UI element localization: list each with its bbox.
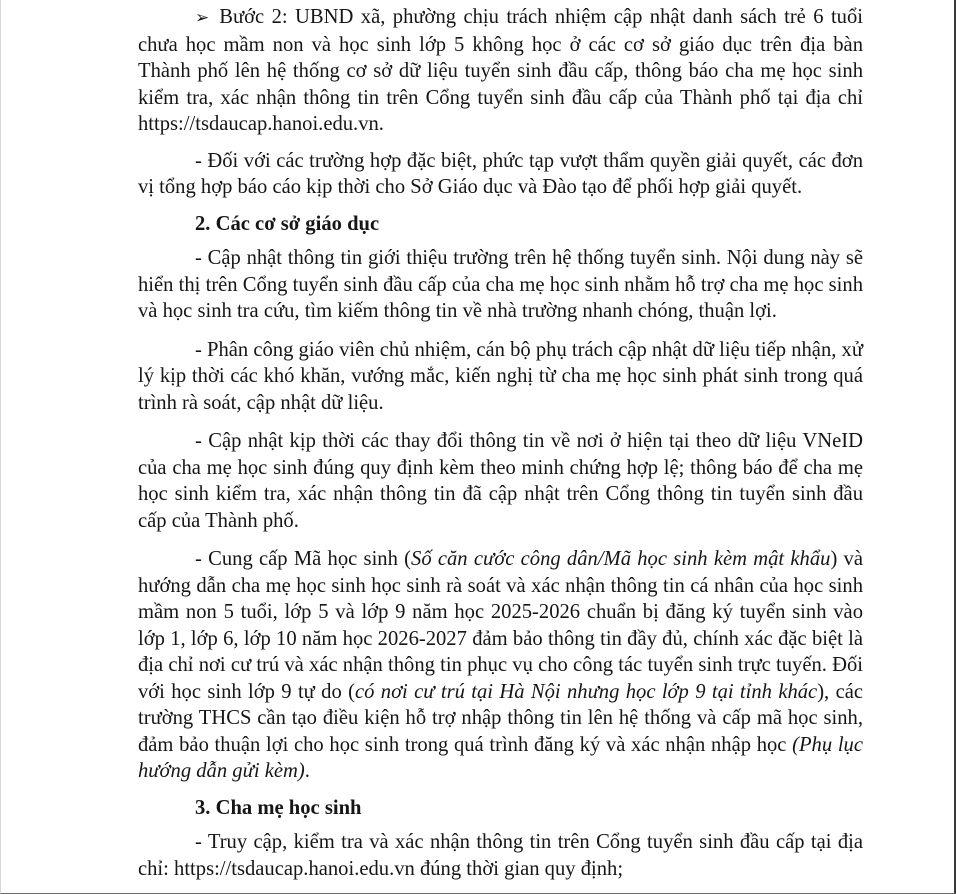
p4-italic-appendix-note: (Phụ lục hướng dẫn gửi kèm) [138,733,863,782]
step-2-text: Bước 2: UBND xã, phường chịu trách nhiệm cập nhật danh sách trẻ 6 tuổi chưa học mầm non và học sinh lớp 5 không học ở các cơ sở giáo dục trên địa bàn Thành phố lên hệ thống cơ sở dữ liệu tuyển sinh đầu cấp, thông báo cha mẹ học sinh kiểm tra, xác nhận thông tin trên Cổng tuyển sinh đầu cấp của Thành phố tại địa chỉ https://tsdaucap.hanoi.edu.vn. [138,6,863,135]
section-3-paragraph-1: - Truy cập, kiểm tra và xác nhận thông tin trên Cổng tuyển sinh đầu cấp tại địa chỉ: https://tsdaucap.hanoi.edu.vn đúng thời gian quy định; [138,831,863,880]
section-2-paragraph-4 [138,546,863,785]
special-cases-paragraph: - Đối với các trường hợp đặc biệt, phức tạp vượt thẩm quyền giải quyết, các đơn vị tổng hợp báo cáo kịp thời cho Sở Giáo dục và Đào tạo để phối hợp giải quyết. [138,149,863,198]
p4-text-2: ) và hướng dẫn cha mẹ học sinh học sinh rà soát và xác nhận thông tin cá nhân của học sinh mầm non 5 tuổi, lớp 5 và lớp 9 năm học 2025-2026 chuẩn bị đăng ký tuyển sinh vào lớp 1, lớp 6, lớp 10 năm học 2026-2027 đảm bảo thông tin đầy đủ, chính xác đặc biệt là địa chỉ nơi cư trú và xác nhận thông tin phục vụ cho công tác tuyển sinh trực tuyến. Đối với học sinh lớp 9 tự do ( [138,548,863,703]
section-2-paragraph-2: - Phân công giáo viên chủ nhiệm, cán bộ phụ trách cập nhật dữ liệu tiếp nhận, xử lý kịp thời các khó khăn, vướng mắc, kiến nghị từ cha mẹ học sinh phát sinh trong quá trình rà soát, cập nhật dữ liệu. [138,338,863,414]
p4-text-4: . [304,760,310,782]
p4-text-1: - Cung cấp Mã học sinh ( [195,548,412,570]
p4-italic-id-note: Số căn cước công dân/Mã học sinh kèm mật khẩu [411,548,831,570]
p4-text-3: ), các trường THCS cần tạo điều kiện hỗ trợ nhập thông tin lên hệ thống và cấp mã học sinh, đảm bảo thuận lợi cho học sinh trong quá trình đăng ký và xác nhận nhập học [138,680,863,756]
arrow-bullet-icon: ➢ [195,8,210,27]
section-2-heading: 2. Các cơ sở giáo dục [195,212,380,235]
section-3-heading: 3. Cha mẹ học sinh [195,796,362,819]
p4-italic-residence-note: có nơi cư trú tại Hà Nội nhưng học lớp 9 tại tỉnh khác [354,680,818,703]
section-2-paragraph-1: - Cập nhật thông tin giới thiệu trường trên hệ thống tuyển sinh. Nội dung này sẽ hiển thị trên Cổng tuyển sinh đầu cấp của cha mẹ học sinh nhằm hỗ trợ cha mẹ học sinh và học sinh tra cứu, tìm kiếm thông tin về nhà trường nhanh chóng, thuận lợi. [138,247,863,322]
step-2-paragraph [138,0,863,138]
section-2-paragraph-3: - Cập nhật kịp thời các thay đổi thông tin về nơi ở hiện tại theo dữ liệu VNeID của cha mẹ học sinh đúng quy định kèm theo minh chứng hợp lệ; thông báo để cha mẹ học sinh kiểm tra, xác nhận thông tin đã cập nhật trên Cổng thông tin tuyển sinh đầu cấp của Thành phố. [138,430,863,532]
